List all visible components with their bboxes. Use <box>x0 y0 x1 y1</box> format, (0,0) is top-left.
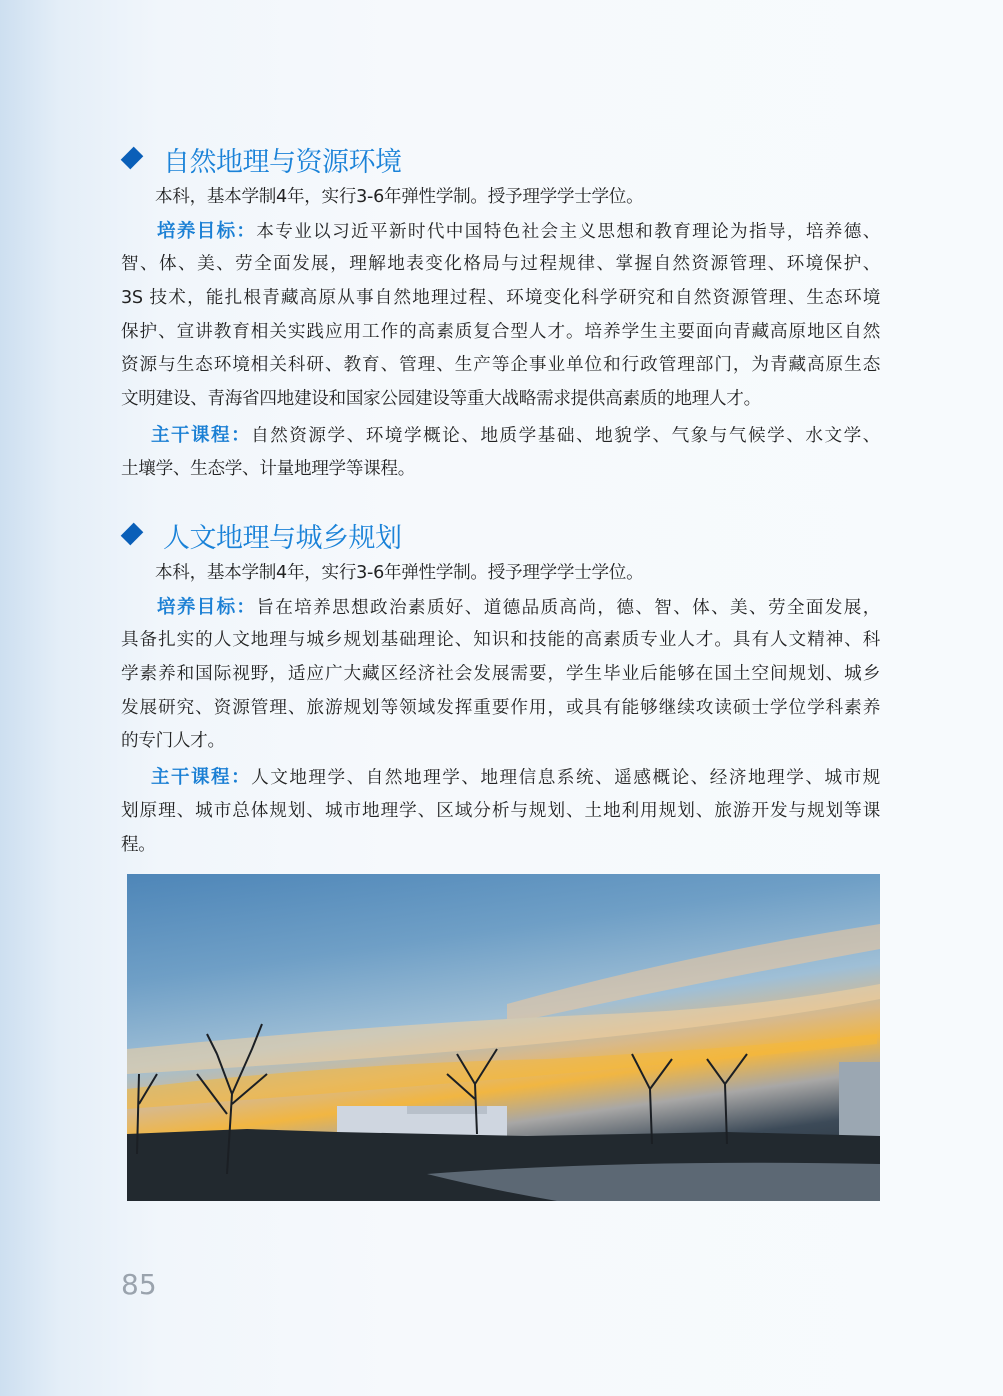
course-line: 程。 <box>121 834 156 855</box>
goal-line: 智、体、美、劳全面发展，理解地表变化格局与过程规律、掌握自然资源管理、环境保护、 <box>121 254 880 275</box>
goal-line: 发展研究、资源管理、旅游规划等领域发挥重要作用，或具有能够继续攻读硕士学位学科素养 <box>121 697 880 718</box>
section-physical-geography <box>121 139 880 486</box>
campus-sunset-photo <box>127 874 880 1201</box>
goal-line <box>121 215 880 249</box>
goal-line <box>121 591 880 625</box>
program-intro: 本科，基本学制4年，实行3-6年弹性学制。授予理学学士学位。 <box>155 187 644 207</box>
goal-label: 培养目标： <box>157 596 257 618</box>
goal-text: 本专业以习近平新时代中国特色社会主义思想和教育理论为指导，培养德、 <box>256 221 880 242</box>
goal-line: 3S 技术，能扎根青藏高原从事自然地理过程、环境变化科学研究和自然资源管理、生态环境 <box>121 288 880 309</box>
course-text: 人文地理学、自然地理学、地理信息系统、遥感概论、经济地理学、城市规 <box>251 768 880 789</box>
goal-line: 的专门人才。 <box>121 731 225 752</box>
page-number: 85 <box>121 1268 157 1301</box>
goal-line: 学素养和国际视野，适应广大藏区经济社会发展需要，学生毕业后能够在国土空间规划、城乡 <box>121 664 880 685</box>
section-human-geography <box>121 515 880 862</box>
section-title: 自然地理与资源环境 <box>163 146 402 178</box>
course-line <box>121 419 880 453</box>
program-intro: 本科，基本学制4年，实行3-6年弹性学制。授予理学学士学位。 <box>155 563 644 583</box>
course-line: 划原理、城市总体规划、城市地理学、区域分析与规划、土地利用规划、旅游开发与规划等课 <box>121 800 880 821</box>
photo-scene <box>127 874 880 1201</box>
goal-line: 保护、宣讲教育相关实践应用工作的高素质复合型人才。培养学生主要面向青藏高原地区自然 <box>121 321 880 342</box>
diamond-bullet-icon <box>121 523 144 546</box>
course-label: 主干课程： <box>151 424 252 446</box>
course-line <box>121 761 880 795</box>
goal-line: 文明建设、青海省四地建设和国家公园建设等重大战略需求提供高素质的地理人才。 <box>121 389 761 410</box>
course-line: 土壤学、生态学、计量地理学等课程。 <box>121 458 415 479</box>
section-title: 人文地理与城乡规划 <box>163 522 402 554</box>
section-heading <box>121 515 880 555</box>
goal-line: 资源与生态环境相关科研、教育、管理、生产等企事业单位和行政管理部门，为青藏高原生态 <box>121 355 880 376</box>
goal-line: 具备扎实的人文地理与城乡规划基础理论、知识和技能的高素质专业人才。具有人文精神、科 <box>121 630 880 651</box>
section-heading <box>121 139 880 179</box>
course-label: 主干课程： <box>151 767 252 789</box>
clouds <box>127 924 880 1109</box>
diamond-bullet-icon <box>121 147 144 170</box>
course-text: 自然资源学、环境学概论、地质学基础、地貌学、气象与气候学、水文学、 <box>251 425 880 446</box>
goal-label: 培养目标： <box>157 220 257 242</box>
goal-text: 旨在培养思想政治素质好、道德品质高尚，德、智、体、美、劳全面发展， <box>256 597 880 618</box>
